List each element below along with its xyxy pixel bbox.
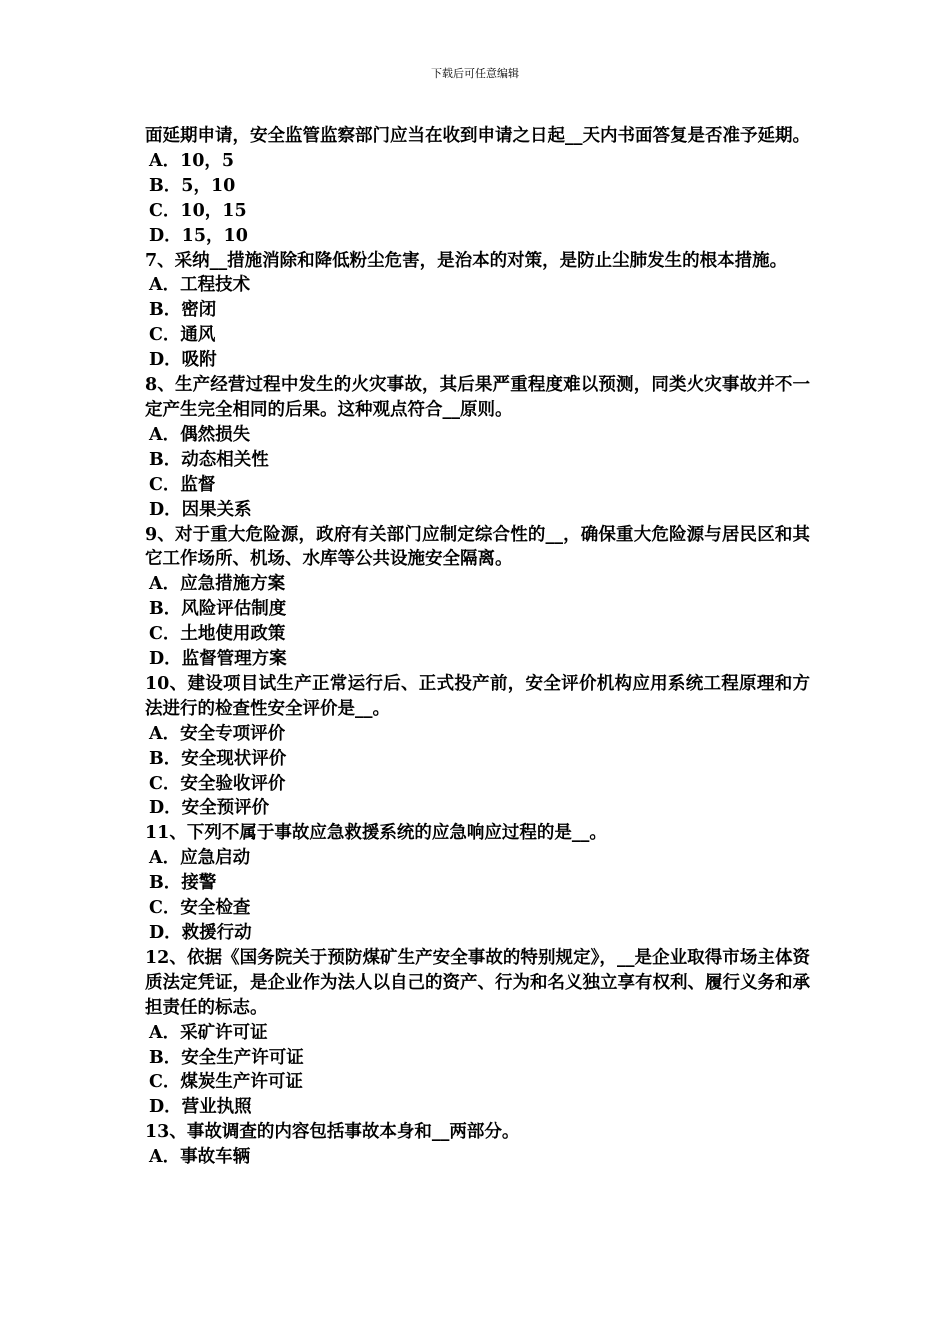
question-text: 10、建设项目试生产正常运行后、正式投产前，安全评价机构应用系统工程原理和方法进行的检查性安全评价是__。 <box>145 673 810 719</box>
question-text: 8、生产经营过程中发生的火灾事故，其后果严重程度难以预测，同类火灾事故并不一定产生完全相同的后果。这种观点符合__原则。 <box>145 375 810 420</box>
option: D．吸附 <box>149 350 217 371</box>
option: D．营业执照 <box>149 1097 252 1118</box>
continuation-options <box>145 149 810 249</box>
document-body <box>145 124 810 1170</box>
option: C．监督 <box>149 474 216 495</box>
question-12 <box>145 946 810 1120</box>
option: D．监督管理方案 <box>149 649 287 670</box>
question-8 <box>145 373 810 522</box>
option: B．动态相关性 <box>149 449 269 470</box>
option: D．15，10 <box>149 225 248 246</box>
option: A．10，5 <box>149 150 235 171</box>
option: B．密闭 <box>149 300 217 321</box>
option: A．事故车辆 <box>149 1147 251 1168</box>
option: C．通风 <box>149 325 216 346</box>
option: A．工程技术 <box>149 275 251 296</box>
option: A．偶然损失 <box>149 424 251 445</box>
question-text: 11、下列不属于事故应急救援系统的应急响应过程的是__。 <box>145 823 607 844</box>
option: C．土地使用政策 <box>149 624 286 645</box>
option: B．5，10 <box>149 175 236 196</box>
question-13 <box>145 1120 810 1170</box>
option: C．安全检查 <box>149 898 251 919</box>
option: B．接警 <box>149 873 217 894</box>
option: A．应急启动 <box>149 848 251 869</box>
question-text: 7、采纳__措施消除和降低粉尘危害，是治本的对策，是防止尘肺发生的根本措施。 <box>145 250 788 271</box>
option: B．安全生产许可证 <box>149 1047 304 1068</box>
continuation-text: 面延期申请，安全监管监察部门应当在收到申请之日起__天内书面答复是否准予延期。 <box>145 126 810 146</box>
option: C．煤炭生产许可证 <box>149 1072 303 1093</box>
question-10 <box>145 672 810 821</box>
question-7 <box>145 249 810 374</box>
option: D．因果关系 <box>149 499 252 520</box>
question-text: 13、事故调查的内容包括事故本身和__两部分。 <box>145 1122 520 1143</box>
option: C．安全验收评价 <box>149 773 286 794</box>
page-header: 下载后可任意编辑 <box>431 67 519 80</box>
option: D．安全预评价 <box>149 798 270 819</box>
question-11 <box>145 821 810 946</box>
option: B．风险评估制度 <box>149 599 287 620</box>
option: A．采矿许可证 <box>149 1022 268 1043</box>
question-text: 12、依据《国务院关于预防煤矿生产安全事故的特别规定》，__是企业取得市场主体资质法定凭证，是企业作为法人以自己的资产、行为和名义独立享有权利、履行义务和承担责任的标志。 <box>145 947 810 1018</box>
option: A．应急措施方案 <box>149 574 286 595</box>
option: D．救援行动 <box>149 923 252 943</box>
option: A．安全专项评价 <box>149 723 286 744</box>
question-text: 9、对于重大危险源，政府有关部门应制定综合性的__，确保重大危险源与居民区和其它工作场所、机场、水库等公共设施安全隔离。 <box>145 524 810 570</box>
option: C．10，15 <box>149 200 247 221</box>
question-9 <box>145 523 810 672</box>
option: B．安全现状评价 <box>149 748 287 769</box>
